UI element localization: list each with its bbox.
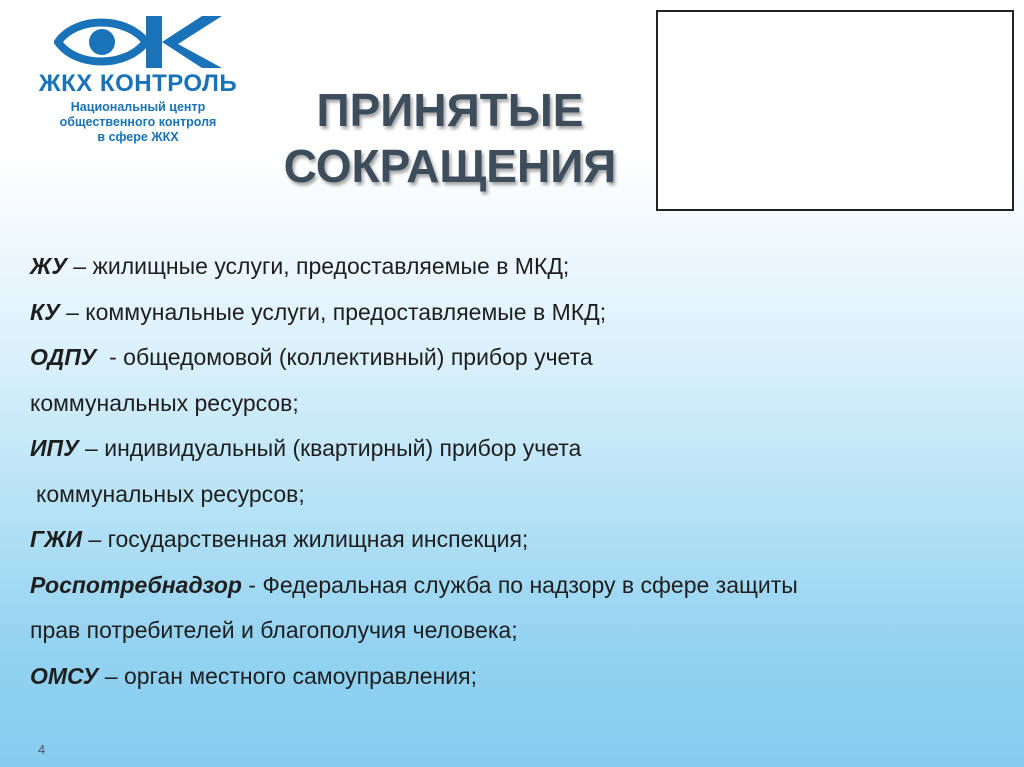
page-number: 4 [38, 742, 46, 757]
slide-title [240, 82, 660, 194]
abbreviation-item [30, 517, 1010, 563]
abbreviation-definition: – жилищные услуги, предоставляемые в МКД; [66, 253, 570, 279]
abbreviation-definition: прав потребителей и благополучия человека; [30, 617, 518, 643]
abbreviation-definition: – орган местного самоуправления; [98, 662, 477, 689]
abbreviation-definition: коммунальных ресурсов; [30, 389, 299, 416]
slide-title-line: ПРИНЯТЫЕ [316, 84, 584, 136]
logo-tagline [18, 100, 258, 145]
abbreviation-term: ЖУ [30, 253, 67, 279]
abbreviation-item [30, 426, 1010, 472]
abbreviation-term: ГЖИ [30, 526, 82, 552]
abbreviation-item [30, 290, 1010, 336]
abbreviation-item [30, 563, 1010, 609]
abbreviation-term: ОДПУ [30, 344, 97, 370]
logo-tagline-line: в сфере ЖКХ [97, 130, 179, 144]
abbreviation-list [30, 244, 1010, 699]
abbreviation-continuation [30, 608, 1010, 654]
abbreviation-definition: - общедомовой (коллективный) прибор учета [96, 344, 593, 370]
abbreviation-continuation [30, 472, 1010, 518]
abbreviation-item [30, 335, 1010, 381]
abbreviation-term: ИПУ [30, 435, 79, 461]
abbreviation-item [30, 654, 1010, 700]
abbreviation-term: Роспотребнадзор [30, 571, 242, 598]
image-placeholder-frame [656, 10, 1014, 211]
eye-k-logo-icon [54, 14, 224, 70]
logo-tagline-line: Национальный центр [70, 100, 206, 114]
abbreviation-continuation [30, 381, 1010, 427]
slide-title-line: СОКРАЩЕНИЯ [283, 140, 617, 192]
logo-tagline-line: общественного контроля [59, 115, 217, 129]
abbreviation-definition: - Федеральная служба по надзору в сфере защиты [241, 571, 798, 598]
logo-brand-name: ЖКХ КОНТРОЛЬ [38, 70, 238, 97]
abbreviation-definition: – государственная жилищная инспекция; [82, 526, 529, 552]
abbreviation-definition: – индивидуальный (квартирный) прибор учета [78, 435, 582, 461]
abbreviation-definition: – коммунальные услуги, предоставляемые в МКД; [59, 298, 607, 325]
logo [14, 14, 264, 149]
abbreviation-term: ОМСУ [30, 662, 99, 689]
abbreviation-term: КУ [30, 298, 60, 325]
abbreviation-item [30, 244, 1010, 290]
abbreviation-definition: коммунальных ресурсов; [36, 480, 305, 507]
